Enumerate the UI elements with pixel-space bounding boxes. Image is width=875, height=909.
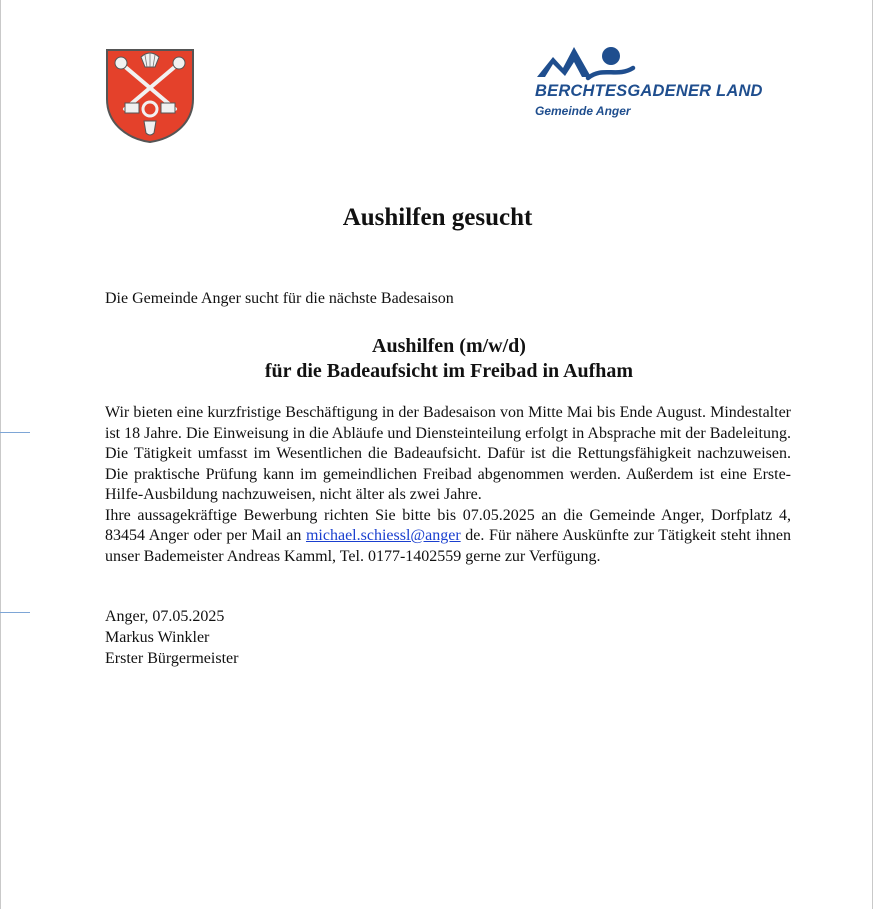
municipal-coat-of-arms-icon: [105, 47, 195, 144]
job-title-line2: für die Badeaufsicht im Freibad in Aufham: [264, 360, 634, 382]
brand-subtitle: Gemeinde Anger: [535, 104, 631, 118]
margin-marker: [0, 612, 30, 613]
brand-name: BERCHTESGADENER LAND: [535, 82, 763, 100]
intro-text: Die Gemeinde Anger sucht für die nächste Badesaison: [105, 290, 454, 307]
job-title-line1: Aushilfen (m/w/d): [372, 335, 526, 357]
page-edge-right: [872, 0, 873, 909]
paragraph-application: [105, 506, 791, 568]
body-text: [105, 403, 791, 567]
signature-block: [105, 606, 238, 669]
margin-marker: [0, 432, 30, 433]
brand-logo: [533, 44, 773, 124]
paragraph-offer: Wir bieten eine kurzfristige Beschäftigung in der Badesaison von Mitte Mai bis Ende August. Mindestalter ist 18 Jahre. Die Einweisung in die Abläufe und Diensteinteilung erfolgt in Absprache mit der Badeleitung. Die Tätigkeit umfasst im Wesentlichen die Badeaufsicht. Dafür ist die Rettungsfähigkeit nachzuweisen. Die praktische Prüfung kann im gemeindlichen Freibad abgenommen werden. Außerdem ist eine Erste-Hilfe-Ausbildung nachzuweisen, nicht älter als zwei Jahre.: [105, 404, 791, 503]
page-title: Aushilfen gesucht: [342, 204, 533, 231]
contact-text: de. Für nähere Auskünfte zur Tätigkeit steht ihnen unser Bademeister Andreas Kamml, Tel. 0177-1402559 gerne zur Verfügung.: [105, 527, 791, 565]
mountains-and-sun-logo-icon: [533, 44, 643, 84]
page-edge-left: [0, 0, 1, 909]
signature-role: Erster Bürgermeister: [105, 650, 239, 667]
signature-name: Markus Winkler: [105, 629, 210, 646]
job-title: [105, 334, 793, 384]
application-text: Ihre aussagekräftige Bewerbung richten Sie bitte bis 07.05.2025 an die Gemeinde Anger, Dorfplatz 4, 83454 Anger oder per Mail an: [105, 506, 791, 544]
signature-place-date: Anger, 07.05.2025: [105, 608, 225, 625]
email-link[interactable]: michael.schiessl@anger: [305, 527, 461, 544]
